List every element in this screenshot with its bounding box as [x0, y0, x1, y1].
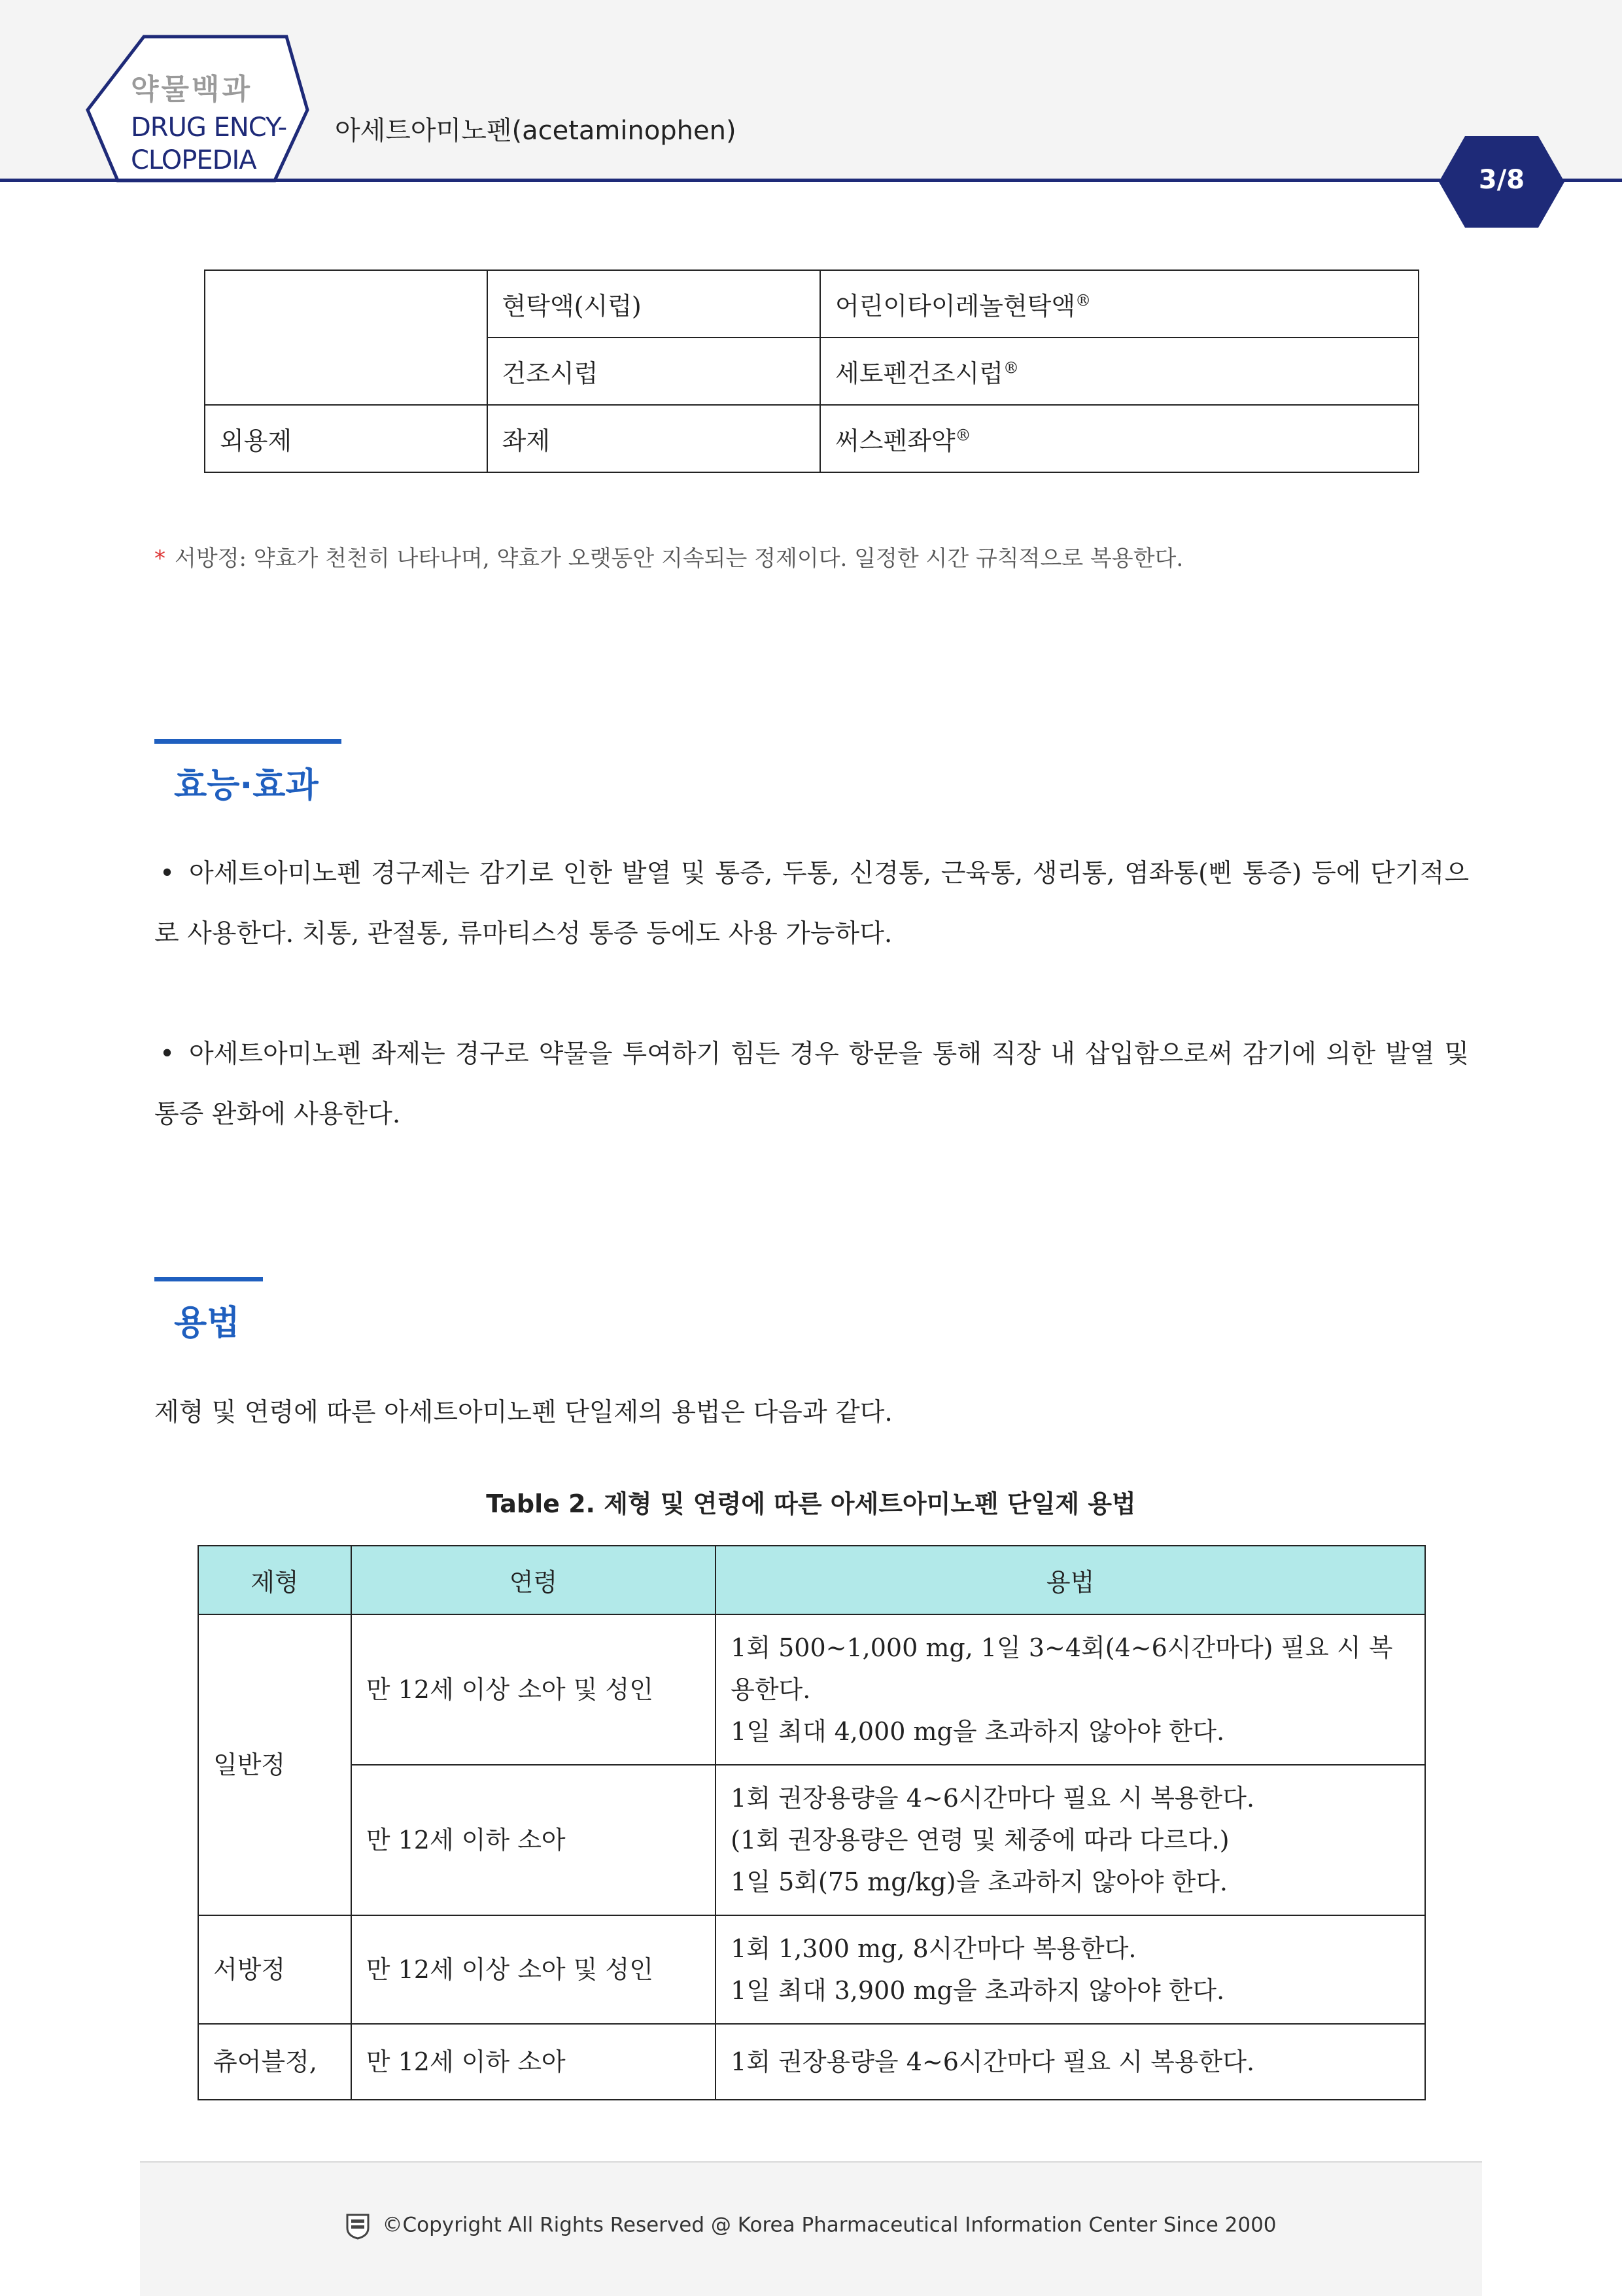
table-cell-form: 현탁액(시럽) — [487, 270, 820, 338]
product-name: 세토펜건조시럽 — [835, 359, 1003, 388]
section-title-dosage: 용법 — [174, 1304, 240, 1343]
cell-usage-er — [716, 1915, 1425, 2024]
bullet-icon: • — [160, 1039, 175, 1069]
cell-form-er: 서방정 — [198, 1915, 351, 2024]
table-row — [198, 2024, 1425, 2100]
product-name: 어린이타이레놀현탁액 — [835, 292, 1076, 321]
logo-english-line1: DRUG ENCY- — [131, 113, 287, 143]
cell-age-child: 만 12세 이하 소아 — [351, 1765, 716, 1915]
usage-line: 1회 1,300 mg, 8시간마다 복용한다. — [731, 1934, 1137, 1963]
table-row — [198, 1614, 1425, 1765]
section-bar — [154, 739, 341, 744]
table-row — [198, 1915, 1425, 2024]
table-cell-form: 좌제 — [487, 405, 820, 472]
logo-english — [131, 111, 286, 177]
cell-form-general: 일반정 — [198, 1614, 351, 1915]
copyright-text: ©Copyright All Rights Reserved @ Korea Pharmaceutical Information Center Since 2000 — [382, 2213, 1277, 2237]
usage-line: 1일 5회(75 mg/kg)을 초과하지 않아야 한다. — [731, 1868, 1228, 1896]
table-row — [205, 405, 1419, 472]
cell-form-chewable: 츄어블정, — [198, 2024, 351, 2100]
document-title: 아세트아미노펜(acetaminophen) — [335, 116, 736, 146]
efficacy-paragraph-1 — [154, 844, 1469, 964]
dosage-intro: 제형 및 연령에 따른 아세트아미노펜 단일제의 용법은 다음과 같다. — [154, 1398, 893, 1427]
logo-english-line2: CLOPEDIA — [131, 145, 256, 175]
paragraph-text: 아세트아미노펜 좌제는 경구로 약물을 투여하기 힘든 경우 항문을 통해 직장 내 삽입함으로써 감기에 의한 발열 및 통증 완화에 사용한다. — [154, 1039, 1469, 1129]
table-header-row — [198, 1546, 1425, 1614]
header-form: 제형 — [198, 1546, 351, 1614]
product-table — [204, 270, 1419, 473]
page-number-badge — [1439, 136, 1564, 228]
usage-line: 1회 권장용량을 4~6시간마다 필요 시 복용한다. — [731, 1784, 1255, 1813]
dosage-table — [198, 1545, 1426, 2100]
product-name: 써스펜좌약 — [835, 426, 956, 455]
cell-age-adult: 만 12세 이상 소아 및 성인 — [351, 1614, 716, 1765]
registered-mark: ® — [955, 426, 971, 445]
cell-usage-child — [716, 1765, 1425, 1915]
bullet-icon: • — [160, 859, 175, 888]
table-cell-category: 외용제 — [205, 405, 487, 472]
footnote-text: 서방정: 약효가 천천히 나타나며, 약효가 오랫동안 지속되는 정제이다. 일정한 시간 규칙적으로 복용한다. — [175, 546, 1184, 572]
usage-line: 1일 최대 3,900 mg을 초과하지 않아야 한다. — [731, 1976, 1225, 2005]
paragraph-text: 아세트아미노펜 경구제는 감기로 인한 발열 및 통증, 두통, 신경통, 근육통, 생리통, 염좌통(삔 통증) 등에 단기적으로 사용한다. 치통, 관절통, 류마티스성 통증 등에도 사용 가능하다. — [154, 859, 1469, 948]
header-usage: 용법 — [716, 1546, 1425, 1614]
usage-line: 1일 최대 4,000 mg을 초과하지 않아야 한다. — [731, 1717, 1225, 1746]
logo-korean: 약물백과 — [131, 73, 253, 106]
efficacy-paragraph-2 — [154, 1024, 1469, 1145]
cell-usage-adult — [716, 1614, 1425, 1765]
usage-line: 1회 500~1,000 mg, 1일 3~4회(4~6시간마다) 필요 시 복용한다. — [731, 1633, 1393, 1704]
section-bar — [154, 1277, 263, 1281]
table-cell-category — [205, 270, 487, 405]
usage-line: (1회 권장용량은 연령 및 체중에 따라 다르다.) — [731, 1826, 1230, 1854]
footer — [0, 2212, 1622, 2240]
asterisk-icon: * — [154, 546, 165, 572]
section-title-efficacy: 효능·효과 — [174, 766, 319, 805]
seal-icon — [345, 2212, 370, 2240]
header-rule — [0, 179, 1622, 182]
table-cell-product — [820, 270, 1419, 338]
registered-mark: ® — [1003, 358, 1019, 377]
footnote — [154, 540, 1183, 572]
cell-age-er: 만 12세 이상 소아 및 성인 — [351, 1915, 716, 2024]
page-number: 3/8 — [1478, 165, 1525, 195]
table-cell-product — [820, 338, 1419, 405]
table-caption: Table 2. 제형 및 연령에 따른 아세트아미노펜 단일제 용법 — [486, 1489, 1136, 1518]
cell-usage-chewable: 1회 권장용량을 4~6시간마다 필요 시 복용한다. — [716, 2024, 1425, 2100]
cell-age-chewable: 만 12세 이하 소아 — [351, 2024, 716, 2100]
registered-mark: ® — [1075, 291, 1092, 310]
table-row — [198, 1765, 1425, 1915]
header-age: 연령 — [351, 1546, 716, 1614]
table-cell-product — [820, 405, 1419, 472]
table-row — [205, 270, 1419, 338]
table-cell-form: 건조시럽 — [487, 338, 820, 405]
